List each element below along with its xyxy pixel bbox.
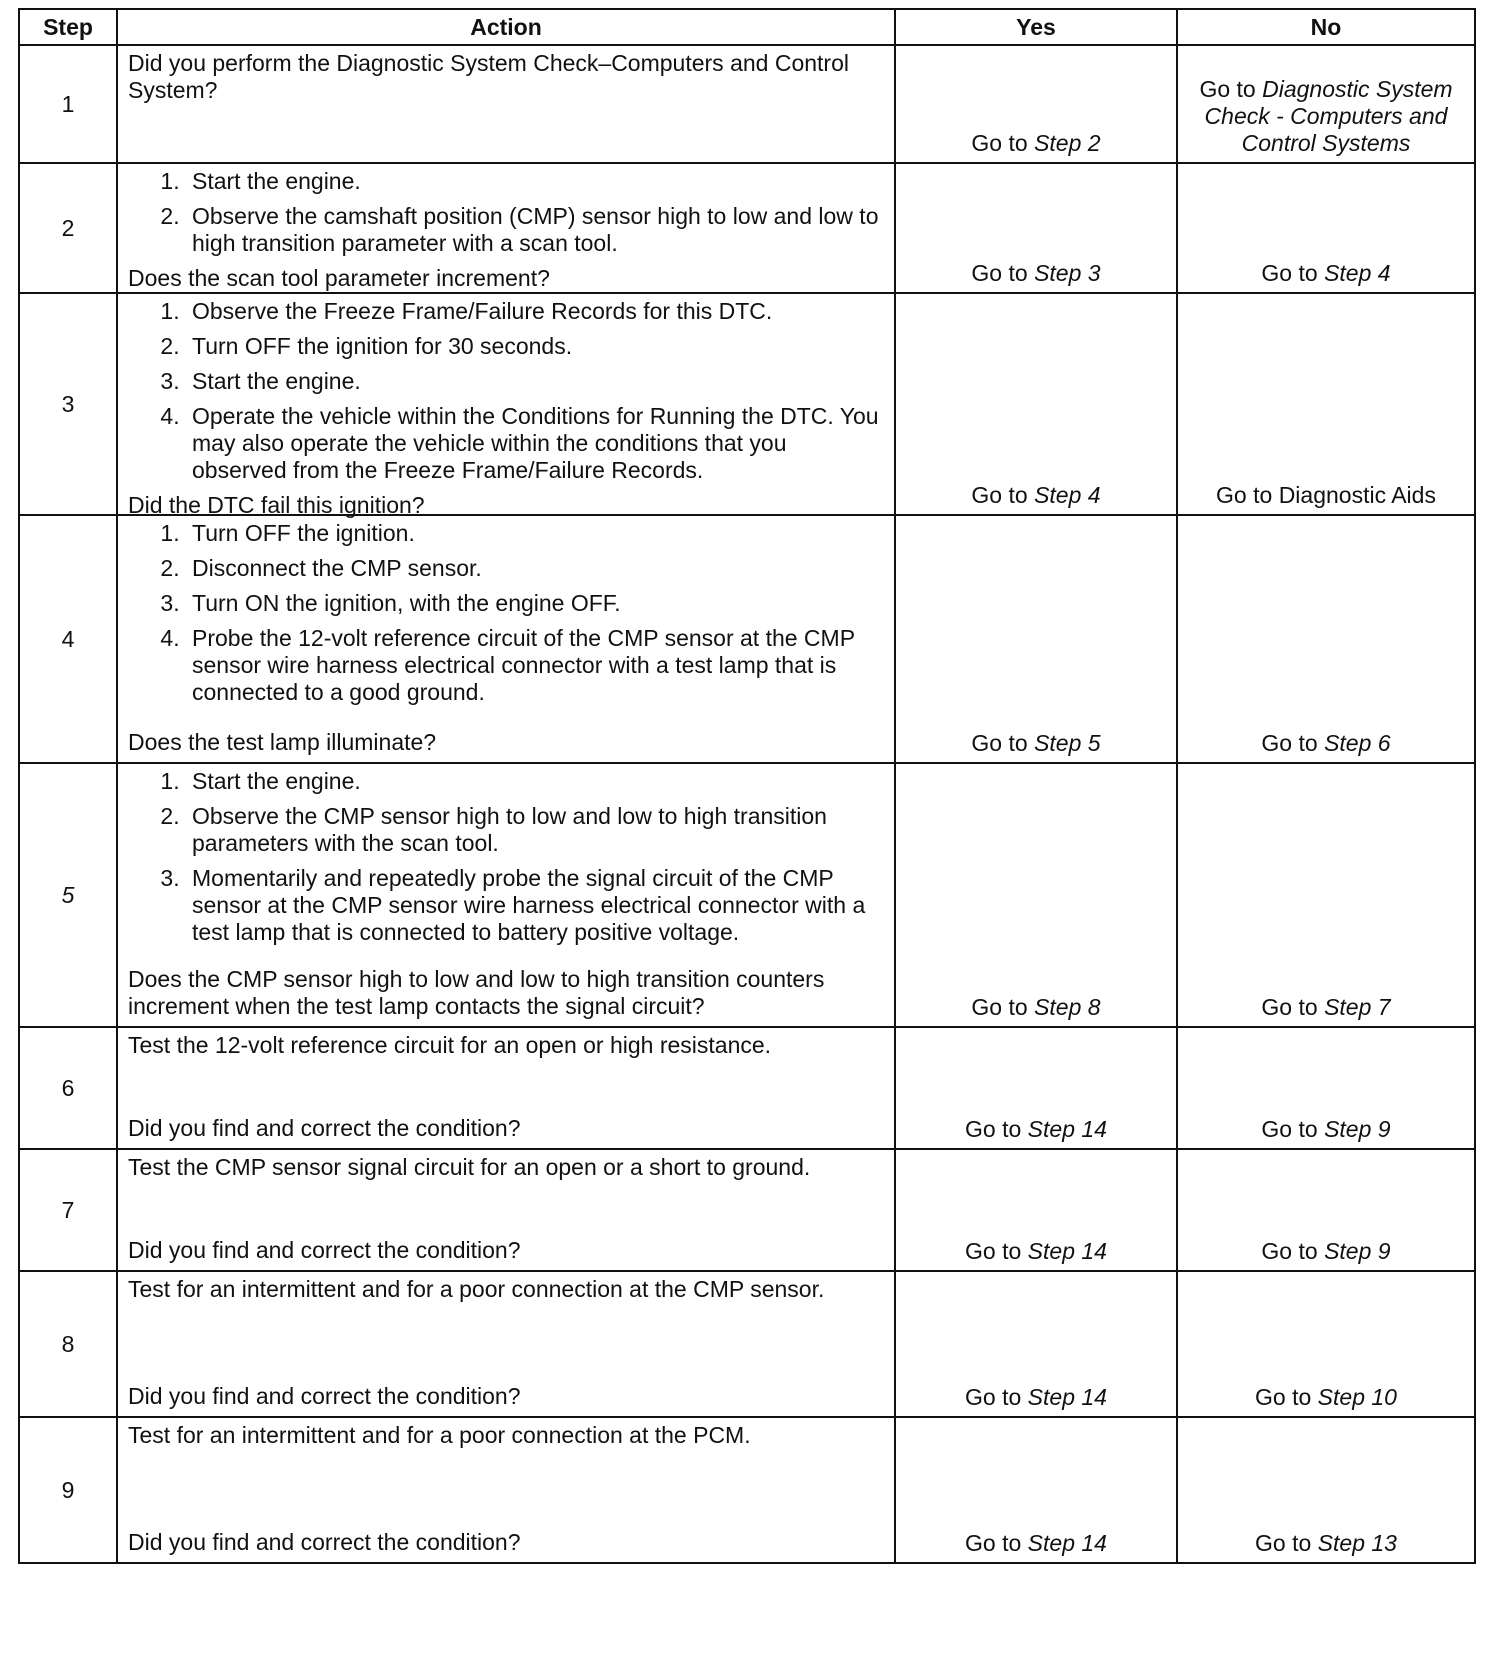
- yes-prefix: Go to: [971, 730, 1028, 756]
- yes-prefix: Go to: [971, 994, 1028, 1020]
- yes-prefix: Go to: [971, 482, 1028, 508]
- action-cell: [117, 1027, 895, 1149]
- yes-step-link[interactable]: Step 14: [1027, 1238, 1107, 1264]
- yes-result: [895, 163, 1177, 293]
- header-yes: Yes: [895, 9, 1177, 45]
- no-prefix: Go to: [1255, 1530, 1312, 1556]
- action-text: Test for an intermittent and for a poor connection at the PCM.: [128, 1422, 751, 1448]
- table-row: [19, 293, 1475, 515]
- action-steps: [128, 298, 884, 484]
- no-result: [1177, 293, 1475, 515]
- action-step-item: 1. Start the engine.: [186, 768, 884, 795]
- yes-step-link[interactable]: Step 14: [1027, 1384, 1107, 1410]
- table-row: [19, 763, 1475, 1027]
- no-prefix: Go to: [1261, 1116, 1318, 1142]
- action-cell: [117, 515, 895, 763]
- step-number: 7: [19, 1149, 117, 1271]
- action-question: Does the CMP sensor high to low and low to high transition counters increment when the test lamp contacts the signal circuit?: [128, 966, 825, 1019]
- action-cell: [117, 45, 895, 163]
- action-step-item: 3. Turn ON the ignition, with the engine OFF.: [186, 590, 884, 617]
- action-question: Did the DTC fail this ignition?: [128, 492, 425, 518]
- action-steps: [128, 520, 884, 706]
- yes-step-link[interactable]: Step 2: [1034, 130, 1101, 156]
- header-row: [19, 9, 1475, 45]
- no-step-link[interactable]: Step 6: [1324, 730, 1391, 756]
- yes-prefix: Go to: [965, 1116, 1022, 1142]
- yes-result: [895, 1417, 1177, 1563]
- table-row: [19, 163, 1475, 293]
- action-step-item: 3. Start the engine.: [186, 368, 884, 395]
- step-number: 8: [19, 1271, 117, 1417]
- yes-prefix: Go to: [965, 1238, 1022, 1264]
- action-text: Test for an intermittent and for a poor connection at the CMP sensor.: [128, 1276, 825, 1302]
- yes-result: [895, 293, 1177, 515]
- no-prefix: Go to Diagnostic Aids: [1216, 482, 1436, 508]
- action-question: Did you find and correct the condition?: [128, 1115, 521, 1141]
- yes-result: [895, 45, 1177, 163]
- no-step-link[interactable]: Step 7: [1324, 994, 1391, 1020]
- yes-result: [895, 1271, 1177, 1417]
- action-cell: [117, 763, 895, 1027]
- action-text: Test the 12-volt reference circuit for an open or high resistance.: [128, 1032, 772, 1058]
- action-step-item: 3. Momentarily and repeatedly probe the signal circuit of the CMP sensor at the CMP sensor wire harness electrical connector with a test lamp that is connected to battery positive voltage.: [186, 865, 884, 946]
- action-question: Did you find and correct the condition?: [128, 1529, 521, 1555]
- diagnostic-table: [18, 8, 1476, 1564]
- no-prefix: Go to: [1199, 76, 1256, 102]
- yes-result: [895, 515, 1177, 763]
- step-number: 4: [19, 515, 117, 763]
- action-question: Did you find and correct the condition?: [128, 1383, 521, 1409]
- no-step-link[interactable]: Step 9: [1324, 1116, 1391, 1142]
- header-no: No: [1177, 9, 1475, 45]
- no-result: [1177, 45, 1475, 163]
- yes-prefix: Go to: [971, 130, 1028, 156]
- action-steps: [128, 168, 884, 257]
- action-question: Does the test lamp illuminate?: [128, 729, 437, 755]
- yes-prefix: Go to: [971, 260, 1028, 286]
- action-cell: [117, 1271, 895, 1417]
- table-row: [19, 45, 1475, 163]
- action-text: Test the CMP sensor signal circuit for an open or a short to ground.: [128, 1154, 811, 1180]
- action-step-item: 2. Turn OFF the ignition for 30 seconds.: [186, 333, 884, 360]
- no-prefix: Go to: [1261, 730, 1318, 756]
- step-number: 5: [19, 763, 117, 1027]
- yes-step-link[interactable]: Step 5: [1034, 730, 1101, 756]
- no-step-link[interactable]: Step 13: [1317, 1530, 1397, 1556]
- yes-step-link[interactable]: Step 3: [1034, 260, 1101, 286]
- action-cell: [117, 163, 895, 293]
- no-result: [1177, 1149, 1475, 1271]
- action-cell: [117, 293, 895, 518]
- no-result: [1177, 1417, 1475, 1563]
- table-row: [19, 515, 1475, 763]
- yes-step-link[interactable]: Step 8: [1034, 994, 1101, 1020]
- no-result: [1177, 763, 1475, 1027]
- no-step-link[interactable]: Step 10: [1317, 1384, 1397, 1410]
- action-step-item: 1. Observe the Freeze Frame/Failure Records for this DTC.: [186, 298, 884, 325]
- action-step-item: 2. Observe the camshaft position (CMP) sensor high to low and low to high transition parameter with a scan tool.: [186, 203, 884, 257]
- yes-result: [895, 1149, 1177, 1271]
- yes-step-link[interactable]: Step 4: [1034, 482, 1101, 508]
- step-number: 1: [19, 45, 117, 163]
- no-prefix: Go to: [1261, 260, 1318, 286]
- action-question: Did you find and correct the condition?: [128, 1237, 521, 1263]
- header-step: Step: [19, 9, 117, 45]
- yes-prefix: Go to: [965, 1384, 1022, 1410]
- no-result: [1177, 1271, 1475, 1417]
- table-row: [19, 1271, 1475, 1417]
- yes-step-link[interactable]: Step 14: [1027, 1530, 1107, 1556]
- no-prefix: Go to: [1261, 1238, 1318, 1264]
- action-step-item: 2. Disconnect the CMP sensor.: [186, 555, 884, 582]
- yes-step-link[interactable]: Step 14: [1027, 1116, 1107, 1142]
- action-question: Does the scan tool parameter increment?: [128, 265, 550, 291]
- no-step-link[interactable]: Step 9: [1324, 1238, 1391, 1264]
- action-step-item: 4. Operate the vehicle within the Conditions for Running the DTC. You may also operate the vehicle within the conditions that you observed from the Freeze Frame/Failure Records.: [186, 403, 884, 484]
- step-number: 6: [19, 1027, 117, 1149]
- no-step-link[interactable]: Step 4: [1324, 260, 1391, 286]
- no-prefix: Go to: [1261, 994, 1318, 1020]
- action-step-item: 1. Turn OFF the ignition.: [186, 520, 884, 547]
- no-prefix: Go to: [1255, 1384, 1312, 1410]
- table-row: [19, 1417, 1475, 1563]
- table-row: [19, 1149, 1475, 1271]
- action-text: Did you perform the Diagnostic System Check–Computers and Control System?: [128, 50, 849, 103]
- step-number: 9: [19, 1417, 117, 1563]
- step-number: 2: [19, 163, 117, 293]
- yes-result: [895, 1027, 1177, 1149]
- action-steps: [128, 768, 884, 946]
- no-step-link[interactable]: Diagnostic System Check - Computers and Control Systems: [1204, 76, 1453, 156]
- table-row: [19, 1027, 1475, 1149]
- header-action: Action: [117, 9, 895, 45]
- no-result: [1177, 163, 1475, 293]
- no-result: [1177, 1027, 1475, 1149]
- action-step-item: 1. Start the engine.: [186, 168, 884, 195]
- action-step-item: 4. Probe the 12-volt reference circuit of the CMP sensor at the CMP sensor wire harness electrical connector with a test lamp that is connected to a good ground.: [186, 625, 884, 706]
- action-cell: [117, 1149, 895, 1271]
- no-result: [1177, 515, 1475, 763]
- action-cell: [117, 1417, 895, 1563]
- yes-result: [895, 763, 1177, 1027]
- step-number: 3: [19, 293, 117, 515]
- yes-prefix: Go to: [965, 1530, 1022, 1556]
- action-step-item: 2. Observe the CMP sensor high to low and low to high transition parameters with the scan tool.: [186, 803, 884, 857]
